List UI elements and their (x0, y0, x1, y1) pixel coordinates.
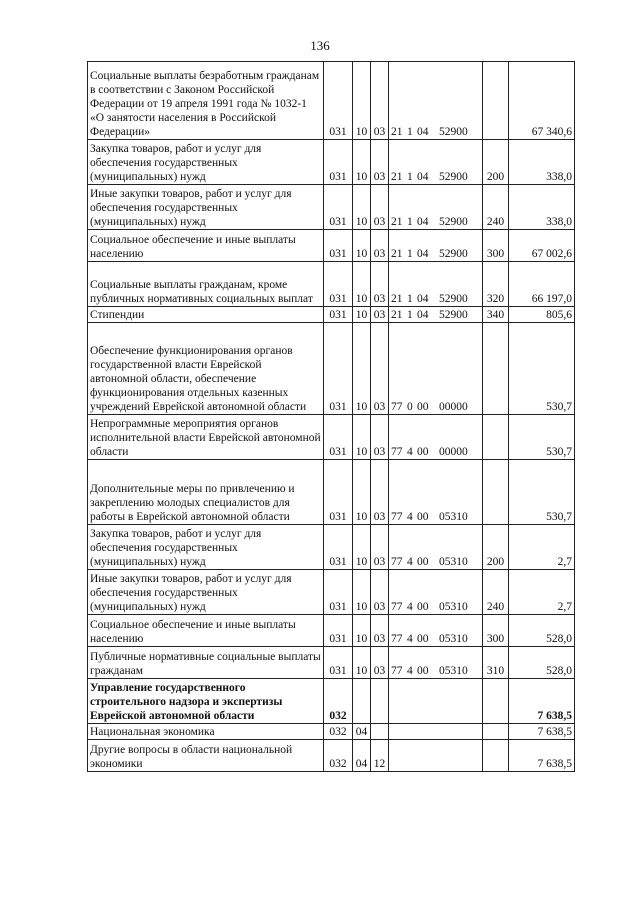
ministry-code: 031 (324, 230, 353, 262)
ministry-code: 031 (324, 647, 353, 679)
expense-type-code (483, 323, 509, 415)
expense-type-code: 320 (483, 262, 509, 307)
csr-program: 21 (391, 309, 403, 321)
row-name: Публичные нормативные социальные выплаты гражданам (90, 651, 321, 677)
subsection-code (371, 724, 389, 740)
expense-type-code: 300 (483, 230, 509, 262)
row-name: Иные закупки товаров, работ и услуг для обеспечения государственных (муниципальных) нужд (90, 573, 292, 613)
target-article-code (389, 262, 483, 307)
expense-type-code: 200 (483, 525, 509, 570)
csr-event: 04 (417, 309, 429, 321)
csr-subprogram: 1 (407, 216, 413, 228)
row-name: Социальные выплаты гражданам, кроме публичных нормативных социальных выплат (90, 279, 313, 305)
csr-event: 00 (417, 446, 429, 458)
table-row (88, 185, 575, 230)
table-body (88, 62, 575, 772)
table-row (88, 323, 575, 415)
section-code: 10 (353, 460, 371, 525)
row-name: Иные закупки товаров, работ и услуг для обеспечения государственных (муниципальных) нужд (90, 188, 292, 228)
csr-direction: 52900 (439, 171, 468, 183)
csr-program: 21 (391, 248, 403, 260)
csr-program: 77 (391, 556, 403, 568)
table-row (88, 307, 575, 323)
subsection-code: 03 (371, 460, 389, 525)
csr-event: 00 (417, 601, 429, 613)
target-article-code (389, 323, 483, 415)
csr-direction: 05310 (439, 601, 468, 613)
target-article-code (389, 415, 483, 460)
expense-type-code (483, 679, 509, 724)
amount: 530,7 (509, 323, 575, 415)
csr-direction: 05310 (439, 556, 468, 568)
amount: 2,7 (509, 525, 575, 570)
csr-program: 77 (391, 401, 403, 413)
section-code: 10 (353, 570, 371, 615)
csr-direction: 52900 (439, 216, 468, 228)
table-row (88, 647, 575, 679)
expense-type-code: 240 (483, 570, 509, 615)
amount: 67 002,6 (509, 230, 575, 262)
row-name: Обеспечение функционирования органов государственной власти Еврейской автономной области, обеспечение функционирования отдельных казенных учреждений Еврейской автономной области (90, 345, 307, 413)
csr-direction: 00000 (439, 401, 468, 413)
target-article-code (389, 185, 483, 230)
row-name: Закупка товаров, работ и услуг для обеспечения государственных (муниципальных) нужд (90, 528, 262, 568)
section-code: 10 (353, 323, 371, 415)
section-code: 04 (353, 724, 371, 740)
row-name: Социальное обеспечение и иные выплаты населению (90, 619, 296, 645)
amount: 530,7 (509, 460, 575, 525)
subsection-code: 03 (371, 415, 389, 460)
ministry-code: 031 (324, 570, 353, 615)
ministry-code: 031 (324, 307, 353, 323)
ministry-code: 031 (324, 185, 353, 230)
subsection-code: 03 (371, 307, 389, 323)
csr-subprogram: 1 (407, 293, 413, 305)
row-name-cell (88, 724, 324, 740)
subsection-code: 03 (371, 262, 389, 307)
row-name-cell (88, 615, 324, 647)
csr-subprogram: 4 (407, 633, 413, 645)
row-name: Дополнительные меры по привлечению и закреплению молодых специалистов для работы в Еврейской автономной области (90, 483, 295, 523)
subsection-code: 03 (371, 525, 389, 570)
csr-direction: 05310 (439, 511, 468, 523)
csr-subprogram: 0 (407, 401, 413, 413)
table-row (88, 724, 575, 740)
target-article-code (389, 62, 483, 140)
section-code: 10 (353, 62, 371, 140)
subsection-code: 12 (371, 740, 389, 772)
csr-direction: 05310 (439, 633, 468, 645)
csr-subprogram: 4 (407, 511, 413, 523)
table-row (88, 230, 575, 262)
target-article-code (389, 615, 483, 647)
ministry-code: 031 (324, 323, 353, 415)
row-name-cell (88, 679, 324, 724)
subsection-code: 03 (371, 62, 389, 140)
row-name: Непрограммные мероприятия органов исполнительной власти Еврейской автономной области (90, 418, 321, 458)
row-name: Стипендии (90, 309, 145, 321)
target-article-code (389, 230, 483, 262)
table-row (88, 415, 575, 460)
table-row (88, 525, 575, 570)
subsection-code (371, 679, 389, 724)
csr-event: 04 (417, 248, 429, 260)
amount: 66 197,0 (509, 262, 575, 307)
row-name-cell (88, 647, 324, 679)
section-code: 10 (353, 647, 371, 679)
section-code: 10 (353, 615, 371, 647)
csr-program: 21 (391, 293, 403, 305)
section-code: 10 (353, 307, 371, 323)
csr-event: 00 (417, 633, 429, 645)
section-code (353, 679, 371, 724)
csr-direction: 52900 (439, 293, 468, 305)
ministry-code: 031 (324, 460, 353, 525)
csr-subprogram: 4 (407, 601, 413, 613)
row-name-cell (88, 323, 324, 415)
subsection-code: 03 (371, 230, 389, 262)
row-name: Управление государственного строительного надзора и экспертизы Еврейской автономной области (90, 682, 283, 722)
csr-event: 04 (417, 293, 429, 305)
row-name-cell (88, 140, 324, 185)
ministry-code: 031 (324, 262, 353, 307)
row-name-cell (88, 185, 324, 230)
table-row (88, 679, 575, 724)
csr-program: 21 (391, 171, 403, 183)
csr-subprogram: 1 (407, 248, 413, 260)
expense-type-code (483, 62, 509, 140)
table-row (88, 62, 575, 140)
expense-type-code: 310 (483, 647, 509, 679)
csr-program: 77 (391, 511, 403, 523)
row-name-cell (88, 307, 324, 323)
csr-subprogram: 4 (407, 446, 413, 458)
target-article-code (389, 740, 483, 772)
subsection-code: 03 (371, 140, 389, 185)
section-code: 10 (353, 185, 371, 230)
ministry-code: 031 (324, 140, 353, 185)
table-row (88, 615, 575, 647)
amount: 7 638,5 (509, 740, 575, 772)
amount: 805,6 (509, 307, 575, 323)
target-article-code (389, 525, 483, 570)
target-article-code (389, 570, 483, 615)
csr-direction: 52900 (439, 126, 468, 138)
row-name-cell (88, 570, 324, 615)
section-code: 10 (353, 140, 371, 185)
row-name-cell (88, 525, 324, 570)
csr-event: 00 (417, 556, 429, 568)
row-name: Другие вопросы в области национальной экономики (90, 744, 293, 770)
csr-event: 04 (417, 216, 429, 228)
amount: 7 638,5 (509, 679, 575, 724)
table-row (88, 262, 575, 307)
target-article-code (389, 460, 483, 525)
csr-event: 00 (417, 401, 429, 413)
csr-program: 77 (391, 633, 403, 645)
csr-event: 00 (417, 511, 429, 523)
table-row (88, 740, 575, 772)
row-name: Социальное обеспечение и иные выплаты населению (90, 234, 296, 260)
amount: 338,0 (509, 140, 575, 185)
csr-program: 21 (391, 126, 403, 138)
target-article-code (389, 140, 483, 185)
csr-event: 00 (417, 665, 429, 677)
csr-subprogram: 1 (407, 171, 413, 183)
amount: 2,7 (509, 570, 575, 615)
csr-program: 77 (391, 665, 403, 677)
ministry-code: 031 (324, 62, 353, 140)
csr-subprogram: 1 (407, 309, 413, 321)
csr-direction: 00000 (439, 446, 468, 458)
csr-program: 77 (391, 446, 403, 458)
subsection-code: 03 (371, 570, 389, 615)
target-article-code (389, 647, 483, 679)
row-name-cell (88, 740, 324, 772)
target-article-code (389, 679, 483, 724)
row-name-cell (88, 62, 324, 140)
csr-direction: 05310 (439, 665, 468, 677)
subsection-code: 03 (371, 185, 389, 230)
row-name-cell (88, 262, 324, 307)
row-name: Национальная экономика (90, 726, 215, 738)
table-row (88, 570, 575, 615)
csr-event: 04 (417, 126, 429, 138)
ministry-code: 032 (324, 724, 353, 740)
amount: 67 340,6 (509, 62, 575, 140)
section-code: 10 (353, 415, 371, 460)
row-name: Социальные выплаты безработным гражданам в соответствии с Законом Российской Федерации от 19 апреля 1991 года № 1032-1 «О занятости населения в Российской Федерации» (90, 70, 320, 138)
csr-event: 04 (417, 171, 429, 183)
row-name-cell (88, 415, 324, 460)
amount: 7 638,5 (509, 724, 575, 740)
row-name-cell (88, 460, 324, 525)
section-code: 10 (353, 262, 371, 307)
csr-subprogram: 4 (407, 665, 413, 677)
csr-subprogram: 4 (407, 556, 413, 568)
csr-program: 77 (391, 601, 403, 613)
ministry-code: 032 (324, 740, 353, 772)
budget-table (87, 61, 575, 772)
expense-type-code (483, 724, 509, 740)
csr-program: 21 (391, 216, 403, 228)
section-code: 10 (353, 525, 371, 570)
amount: 528,0 (509, 647, 575, 679)
amount: 528,0 (509, 615, 575, 647)
amount: 530,7 (509, 415, 575, 460)
expense-type-code: 240 (483, 185, 509, 230)
page-number: 136 (310, 38, 330, 53)
ministry-code: 031 (324, 525, 353, 570)
expense-type-code (483, 415, 509, 460)
csr-subprogram: 1 (407, 126, 413, 138)
expense-type-code (483, 740, 509, 772)
target-article-code (389, 724, 483, 740)
ministry-code: 031 (324, 415, 353, 460)
row-name-cell (88, 230, 324, 262)
table-row (88, 460, 575, 525)
amount: 338,0 (509, 185, 575, 230)
expense-type-code (483, 460, 509, 525)
section-code: 10 (353, 230, 371, 262)
target-article-code (389, 307, 483, 323)
table-row (88, 140, 575, 185)
row-name: Закупка товаров, работ и услуг для обеспечения государственных (муниципальных) нужд (90, 143, 262, 183)
expense-type-code: 300 (483, 615, 509, 647)
section-code: 04 (353, 740, 371, 772)
subsection-code: 03 (371, 647, 389, 679)
ministry-code: 032 (324, 679, 353, 724)
ministry-code: 031 (324, 615, 353, 647)
expense-type-code: 200 (483, 140, 509, 185)
csr-direction: 52900 (439, 248, 468, 260)
subsection-code: 03 (371, 323, 389, 415)
csr-direction: 52900 (439, 309, 468, 321)
subsection-code: 03 (371, 615, 389, 647)
expense-type-code: 340 (483, 307, 509, 323)
